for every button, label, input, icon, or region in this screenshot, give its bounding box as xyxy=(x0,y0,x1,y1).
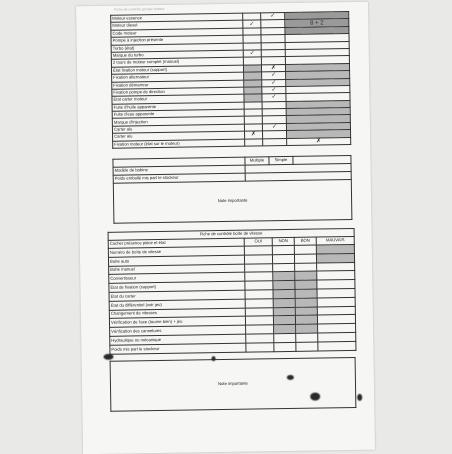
gearbox-cell xyxy=(273,281,295,290)
gearbox-cell xyxy=(273,272,295,281)
simple-header: Simple xyxy=(269,156,293,164)
checklist-mark: ✓ xyxy=(262,72,286,80)
gearbox-row-label: Numéro de boîte de vitesse xyxy=(108,246,244,257)
gearbox-note-cell xyxy=(110,357,356,411)
gearbox-row-label: Changement de vitesses xyxy=(109,308,245,319)
paper-sheet xyxy=(76,2,375,454)
checklist-row-label: État fixation moteur (support) xyxy=(111,65,243,74)
gearbox-cell xyxy=(245,290,273,299)
checklist-mark: ✓ xyxy=(243,50,261,58)
checklist-mark: ✗ xyxy=(245,131,263,139)
gearbox-cell xyxy=(295,289,317,298)
checklist-mark xyxy=(263,138,287,146)
gearbox-cell xyxy=(273,298,295,307)
gearbox-checklist-table xyxy=(108,228,357,354)
checklist-row-label: Moteur essence xyxy=(111,13,243,22)
checklist-mark: ✓ xyxy=(243,20,261,28)
gearbox-header-label: Cocher présence pièce et état xyxy=(108,238,244,248)
gearbox-cell xyxy=(245,263,273,272)
checklist-mark: ✗ xyxy=(287,137,351,145)
checklist-row-label: Carter alu xyxy=(112,124,244,133)
gearbox-cell xyxy=(318,341,356,350)
checklist-row-label: Fixation pompe de direction xyxy=(112,87,244,96)
checklist-row-label: Fuite d'eau apparente xyxy=(112,109,244,118)
checklist-row-label: Pompe à injection présente xyxy=(111,35,243,44)
checklist-row-label: Marque du turbo xyxy=(111,50,243,59)
gearbox-cell xyxy=(274,325,296,334)
gearbox-row-label: État du différentiel (voir jeu) xyxy=(109,299,245,310)
gearbox-row-label: Vérification des cannelures xyxy=(110,325,246,336)
gearbox-cell xyxy=(272,254,294,263)
gearbox-cell xyxy=(296,333,318,342)
gearbox-cell xyxy=(245,307,273,316)
checklist-row-label: Fuite d'huile apparente xyxy=(112,102,244,111)
checklist-row-label: Fixation démarreur xyxy=(112,80,244,89)
gearbox-cell xyxy=(294,245,316,254)
poids-label: Poids emballé mis part le stockeur xyxy=(113,173,245,183)
gearbox-row-label: État de fixation (support) xyxy=(109,281,245,292)
smudge-mark xyxy=(103,354,113,360)
smudge-mark xyxy=(212,356,216,361)
gearbox-cell xyxy=(245,299,273,308)
engine-summary-table xyxy=(112,155,352,224)
col-bon: BON xyxy=(294,237,316,245)
multiple-header: Multiple xyxy=(245,157,269,165)
gearbox-cell xyxy=(295,280,317,289)
gearbox-title: Fiche de contrôle boîte de vitesse xyxy=(108,228,354,240)
gearbox-cell xyxy=(294,254,316,263)
gearbox-cell xyxy=(244,246,272,255)
gearbox-row-label: Hydraulique ou mécanique xyxy=(110,334,246,345)
checklist-mark: 8 + 2 xyxy=(285,19,349,27)
checklist-row-label: Moteur diesel xyxy=(111,21,243,30)
gearbox-cell xyxy=(273,307,295,316)
gearbox-cell xyxy=(274,333,296,342)
gearbox-row-label: État du carter xyxy=(109,290,245,301)
gearbox-cell xyxy=(273,316,295,325)
gearbox-note-table xyxy=(110,357,357,412)
gearbox-cell xyxy=(273,289,295,298)
gearbox-cell xyxy=(295,298,317,307)
checklist-mark: ✓ xyxy=(261,13,285,21)
col-non: NON xyxy=(272,237,294,245)
col-mauvais: MAUVAIS xyxy=(316,236,354,245)
gearbox-cell xyxy=(274,342,296,351)
checklist-row-label: Code moteur xyxy=(111,28,243,37)
checklist-mark: ✗ xyxy=(261,64,285,72)
checklist-row-label: État carter moteur xyxy=(112,94,244,103)
note-cell xyxy=(113,179,352,223)
gearbox-cell xyxy=(295,263,317,272)
gearbox-cell xyxy=(272,245,294,254)
faint-header-text: Fiche de contrôle groupe moteur xyxy=(114,6,165,12)
gearbox-cell xyxy=(245,272,273,281)
gearbox-row-label: Poids mis part le stockeur xyxy=(110,343,246,354)
checklist-row-label: Fixation alternateur xyxy=(112,72,244,81)
checklist-row-label: Fixation moteur (état sur le moteur) xyxy=(113,139,245,148)
checklist-mark: ✓ xyxy=(262,123,286,131)
engine-checklist-table xyxy=(110,11,351,149)
smudge-mark xyxy=(357,394,362,401)
checklist-row-label: Marque d'injection xyxy=(112,117,244,126)
gearbox-row-label: Convertisseur xyxy=(109,273,245,284)
checklist-mark: ✓ xyxy=(262,86,286,94)
gearbox-row-label: Vérification de l'axe (tourne bien) + jeu xyxy=(109,317,245,328)
checklist-row-label: Turbo (état) xyxy=(111,43,243,52)
gearbox-cell xyxy=(296,342,318,351)
gearbox-note-label: Note importante xyxy=(218,381,248,387)
gearbox-cell xyxy=(295,307,317,316)
col-oui: OUI xyxy=(244,238,272,246)
gearbox-cell xyxy=(273,263,295,272)
gearbox-cell xyxy=(296,324,318,333)
gearbox-cell xyxy=(245,281,273,290)
checklist-mark: ✓ xyxy=(262,79,286,87)
bobine-label: Modèle de bobine xyxy=(113,165,245,175)
gearbox-cell xyxy=(295,315,317,324)
gearbox-cell xyxy=(244,255,272,264)
gearbox-row-label: Boîte auto xyxy=(108,255,244,266)
gearbox-row-label: Boîte manuel xyxy=(109,264,245,275)
checklist-row-label: 2 tours de moteur complet (manuel) xyxy=(111,58,243,67)
checklist-mark: ✓ xyxy=(262,94,286,102)
gearbox-cell xyxy=(246,342,274,351)
checklist-row-label: Carter alu xyxy=(113,131,245,140)
checklist-mark xyxy=(245,139,263,147)
note-label: Note importante xyxy=(217,198,248,204)
gearbox-cell xyxy=(295,271,317,280)
